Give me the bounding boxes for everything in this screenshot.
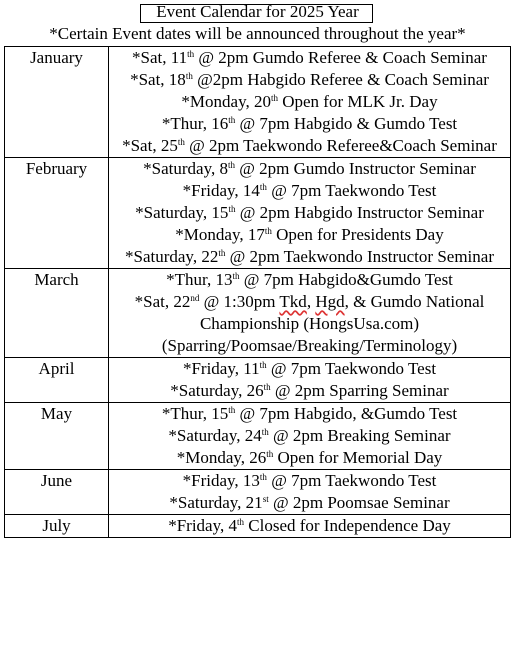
- month-events: [109, 158, 511, 269]
- event-detail: Open for MLK Jr. Day: [277, 92, 438, 111]
- event-date: *Monday, 20: [181, 92, 271, 111]
- event-entry: [109, 246, 510, 268]
- event-detail: @ 7pm Habgido&Gumdo Test: [239, 270, 453, 289]
- event-detail: @2pm Habgido Referee & Coach Seminar: [192, 70, 489, 89]
- calendar-subtitle: *Certain Event dates will be announced throughout the year*: [49, 24, 466, 43]
- month-row-january: [5, 47, 511, 158]
- event-date: *Saturday, 24: [168, 426, 262, 445]
- month-events: [109, 47, 511, 158]
- event-date: *Saturday, 15: [135, 203, 229, 222]
- event-entry: [109, 358, 510, 380]
- event-date: *Thur, 16: [161, 114, 229, 133]
- event-detail: Open for Presidents Day: [271, 225, 444, 244]
- ordinal-suffix: th: [259, 182, 267, 192]
- event-entry: [109, 135, 510, 157]
- event-detail: @ 7pm Habgido & Gumdo Test: [235, 114, 458, 133]
- month-row-june: [5, 470, 511, 515]
- event-date: *Saturday, 22: [125, 247, 219, 266]
- ordinal-suffix: th: [187, 49, 195, 59]
- event-detail-abbrev: Tkd: [279, 292, 307, 311]
- event-date: *Thur, 13: [166, 270, 233, 289]
- event-entry: [109, 291, 510, 357]
- event-date: *Monday, 17: [175, 225, 265, 244]
- month-name: July: [5, 515, 109, 538]
- month-name: May: [5, 403, 109, 470]
- event-date: *Friday, 4: [168, 516, 237, 535]
- event-detail-abbrev: Hgd: [315, 292, 345, 311]
- event-detail: , & Gumdo National Championship (HongsUsa.com) (Sparring/Poomsae/Breaking/Terminology): [161, 292, 485, 355]
- event-detail: @ 2pm Taekwondo Referee&Coach Seminar: [184, 136, 497, 155]
- month-events: [109, 358, 511, 403]
- event-calendar-table: [4, 46, 511, 538]
- ordinal-suffix: th: [264, 226, 272, 236]
- event-detail: @ 2pm Gumdo Referee & Coach Seminar: [194, 48, 487, 67]
- event-detail: @ 2pm Breaking Seminar: [268, 426, 451, 445]
- ordinal-suffix: th: [227, 160, 235, 170]
- event-date: *Saturday, 21: [169, 493, 263, 512]
- calendar-title: Event Calendar for 2025 Year: [156, 2, 359, 21]
- event-calendar-body: [5, 47, 511, 538]
- ordinal-suffix: th: [228, 115, 236, 125]
- event-entry: [109, 492, 510, 514]
- ordinal-suffix: th: [263, 382, 271, 392]
- month-events: [109, 403, 511, 470]
- month-name: January: [5, 47, 109, 158]
- event-entry: [109, 158, 510, 180]
- event-entry: [109, 202, 510, 224]
- event-entry: [109, 69, 510, 91]
- ordinal-suffix: th: [177, 137, 185, 147]
- ordinal-suffix: th: [228, 204, 236, 214]
- event-date: *Saturday, 8: [143, 159, 228, 178]
- event-entry: [109, 380, 510, 402]
- month-events: [109, 470, 511, 515]
- event-date: *Sat, 25: [122, 136, 178, 155]
- ordinal-suffix: th: [237, 517, 245, 527]
- ordinal-suffix: th: [261, 427, 269, 437]
- month-events: [109, 269, 511, 358]
- month-row-february: [5, 158, 511, 269]
- month-events: [109, 515, 511, 538]
- event-detail: @ 7pm Taekwondo Test: [266, 359, 437, 378]
- month-row-may: [5, 403, 511, 470]
- event-detail: @ 1:30pm: [199, 292, 280, 311]
- month-row-april: [5, 358, 511, 403]
- ordinal-suffix: nd: [190, 293, 200, 303]
- event-entry: [109, 403, 510, 425]
- ordinal-suffix: th: [259, 360, 267, 370]
- event-date: *Saturday, 26: [170, 381, 264, 400]
- event-detail: @ 7pm Taekwondo Test: [266, 181, 437, 200]
- ordinal-suffix: th: [218, 248, 226, 258]
- ordinal-suffix: th: [259, 472, 267, 482]
- event-detail: @ 2pm Sparring Seminar: [270, 381, 449, 400]
- event-detail: ,: [306, 292, 316, 311]
- event-entry: [109, 515, 510, 537]
- ordinal-suffix: st: [262, 494, 269, 504]
- event-date: *Sat, 22: [134, 292, 191, 311]
- event-date: *Sat, 11: [132, 48, 188, 67]
- event-date: *Thur, 15: [161, 404, 229, 423]
- event-detail: @ 2pm Taekwondo Instructor Seminar: [225, 247, 494, 266]
- month-name: February: [5, 158, 109, 269]
- event-detail: @ 2pm Gumdo Instructor Seminar: [234, 159, 476, 178]
- event-entry: [109, 180, 510, 202]
- ordinal-suffix: th: [270, 93, 278, 103]
- event-date: *Friday, 13: [182, 471, 260, 490]
- month-name: April: [5, 358, 109, 403]
- event-date: *Friday, 14: [182, 181, 260, 200]
- event-detail: Closed for Independence Day: [244, 516, 451, 535]
- ordinal-suffix: th: [266, 449, 274, 459]
- event-entry: [109, 91, 510, 113]
- ordinal-suffix: th: [185, 71, 193, 81]
- event-entry: [109, 447, 510, 469]
- event-detail: @ 7pm Habgido, &Gumdo Test: [235, 404, 458, 423]
- month-name: March: [5, 269, 109, 358]
- event-entry: [109, 113, 510, 135]
- event-entry: [109, 269, 510, 291]
- event-date: *Monday, 26: [176, 448, 267, 467]
- event-date: *Friday, 11: [182, 359, 260, 378]
- event-entry: [109, 47, 510, 69]
- event-entry: [109, 470, 510, 492]
- event-detail: @ 7pm Taekwondo Test: [266, 471, 437, 490]
- event-entry: [109, 425, 510, 447]
- event-entry: [109, 224, 510, 246]
- event-detail: @ 2pm Habgido Instructor Seminar: [235, 203, 484, 222]
- ordinal-suffix: th: [228, 405, 236, 415]
- event-detail: Open for Memorial Day: [273, 448, 443, 467]
- ordinal-suffix: th: [232, 271, 240, 281]
- month-row-march: [5, 269, 511, 358]
- month-row-july: [5, 515, 511, 538]
- event-date: *Sat, 18: [130, 70, 186, 89]
- event-detail: @ 2pm Poomsae Seminar: [268, 493, 450, 512]
- month-name: June: [5, 470, 109, 515]
